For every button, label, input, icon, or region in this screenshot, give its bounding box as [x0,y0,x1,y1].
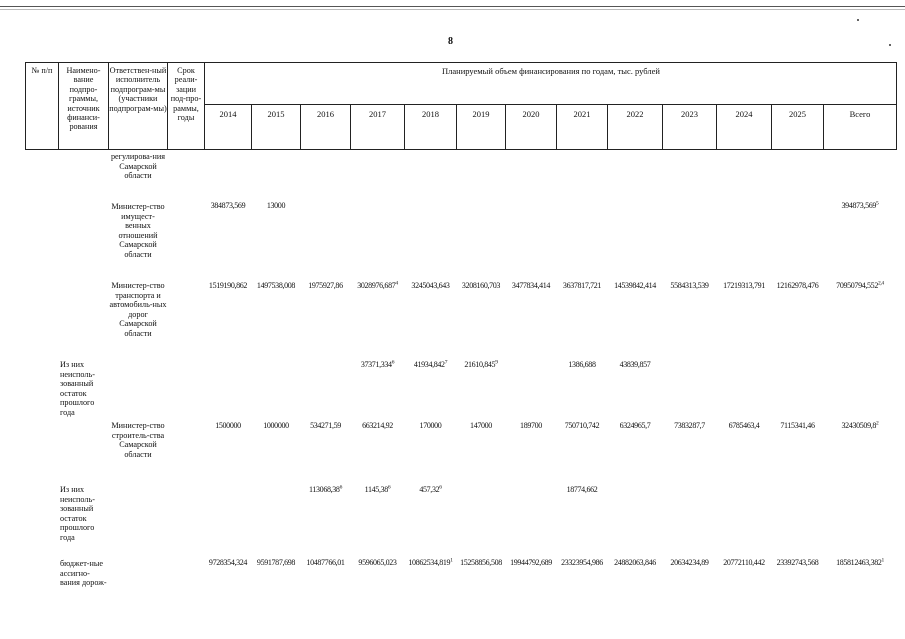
header-financing-title: Планируемый объем финансирования по годам, тыс. рублей [442,66,660,76]
value-cell: 23323954,986 [561,558,603,567]
value-cell: 3245043,643 [411,281,450,290]
value-cell: 457,32$^6$ [419,484,442,494]
value-cell: 113068,38$^6$ [309,484,342,494]
year-header: 2021 [573,109,591,119]
year-header: 2019 [472,109,490,119]
value-cell: 3637817,721 [562,281,602,290]
value-cell: 1500000 [215,421,241,430]
value-cell: 170000 [419,421,442,430]
value-cell: 20634234,89 [670,558,709,567]
header-col-number: № п/п [31,66,53,75]
value-cell: 37371,334$^6$ [360,359,395,369]
year-header: 2023 [681,109,698,119]
value-cell: 5584313,539 [670,281,709,290]
value-cell: 1000000 [263,421,289,430]
header-col-executor: Ответствен-ный исполнитель подпрограм-мы (участники подпрограм-мы) [109,66,167,113]
value-cell: 10862534,819$^1$ [408,557,453,567]
value-cell: 1519190,862 [208,281,248,290]
total-cell: 394873,569$^5$ [841,200,879,210]
year-header: 2015 [267,109,285,119]
value-cell: 750710,742 [564,421,600,430]
value-cell: 9728354,324 [208,558,248,567]
scan-speck [857,19,859,21]
value-cell: 18774,662 [566,485,598,494]
value-cell: 1145,38$^6$ [364,484,391,494]
value-cell: 20772110,442 [723,558,765,567]
row-executor: Министер-ство транспорта и автомобиль-ных дорог Самарской области [109,281,167,338]
value-cell: 3477834,414 [511,281,551,290]
value-cell: 3208160,703 [461,281,501,290]
value-cell: 43839,857 [619,360,651,369]
scan-edge-line [0,9,905,10]
year-header: 2022 [626,109,644,119]
row-name: Из них неисполь-зованный остаток прошлого года [60,485,95,542]
value-cell: 14539842,414 [614,281,656,290]
year-header: 2020 [522,109,540,119]
year-header: 2025 [789,109,806,119]
scan-speck [889,44,891,46]
header-col-name: Наимено-вание подпро-граммы, источник финанси-рования [66,66,101,132]
total-cell: 70950794,552$^{2,4}$ [836,280,884,290]
row-name: бюджет-ные ассигно-вания дорож- [60,559,107,588]
value-cell: 9596065,023 [358,558,397,567]
value-cell: 21610,845$^9$ [464,359,498,369]
total-cell: 32430509,8$^2$ [841,420,879,430]
page-number: 8 [448,36,453,47]
value-cell: 15258856,508 [460,558,502,567]
total-cell: 185812463,382$^1$ [836,557,884,567]
value-cell: 189700 [520,421,542,430]
value-cell: 1386,688 [568,360,596,369]
value-cell: 12162978,476 [776,281,819,290]
value-cell: 384873,569 [210,201,246,210]
value-cell: 663214,92 [362,421,393,430]
table-top-border [25,62,897,63]
value-cell: 10487766,01 [306,558,345,567]
value-cell: 1975927,86 [308,281,343,290]
year-header-total: Всего [849,109,871,119]
header-bottom-border [25,149,897,150]
years-row-border [205,104,897,105]
value-cell: 147000 [470,421,492,430]
year-header: 2018 [422,109,439,119]
year-header: 2014 [219,109,237,119]
value-cell: 3028976,687$^4$ [357,280,398,290]
value-cell: 7115341,46 [780,421,815,430]
value-cell: 24882063,846 [614,558,656,567]
value-cell: 19944792,689 [510,558,552,567]
header-col-term: Срок реали-зации под-про-раммы, годы [170,66,202,123]
value-cell: 534271,59 [310,421,341,430]
year-header: 2024 [735,109,753,119]
row-executor: Министер-ство строитель-ства Самарской области [111,421,165,459]
row-name: Из них неисполь-зованный остаток прошлого года [60,360,95,417]
value-cell: 9591787,698 [256,558,296,567]
year-header: 2017 [369,109,386,119]
row-executor: Министер-ство имущест-венных отношений Самарской области [111,202,165,259]
year-header: 2016 [317,109,334,119]
value-cell: 41934,842$^7$ [413,359,448,369]
value-cell: 17219313,791 [723,281,765,290]
value-cell: 6324965,7 [619,421,651,430]
value-cell: 6785463,4 [728,421,760,430]
value-cell: 23392743,568 [776,558,819,567]
row-executor: регулирова-ния Самарской области [110,152,166,181]
value-cell: 7383287,7 [674,421,705,430]
scan-edge-line [0,6,905,7]
value-cell: 1497538,008 [256,281,296,290]
value-cell: 13000 [266,201,286,210]
